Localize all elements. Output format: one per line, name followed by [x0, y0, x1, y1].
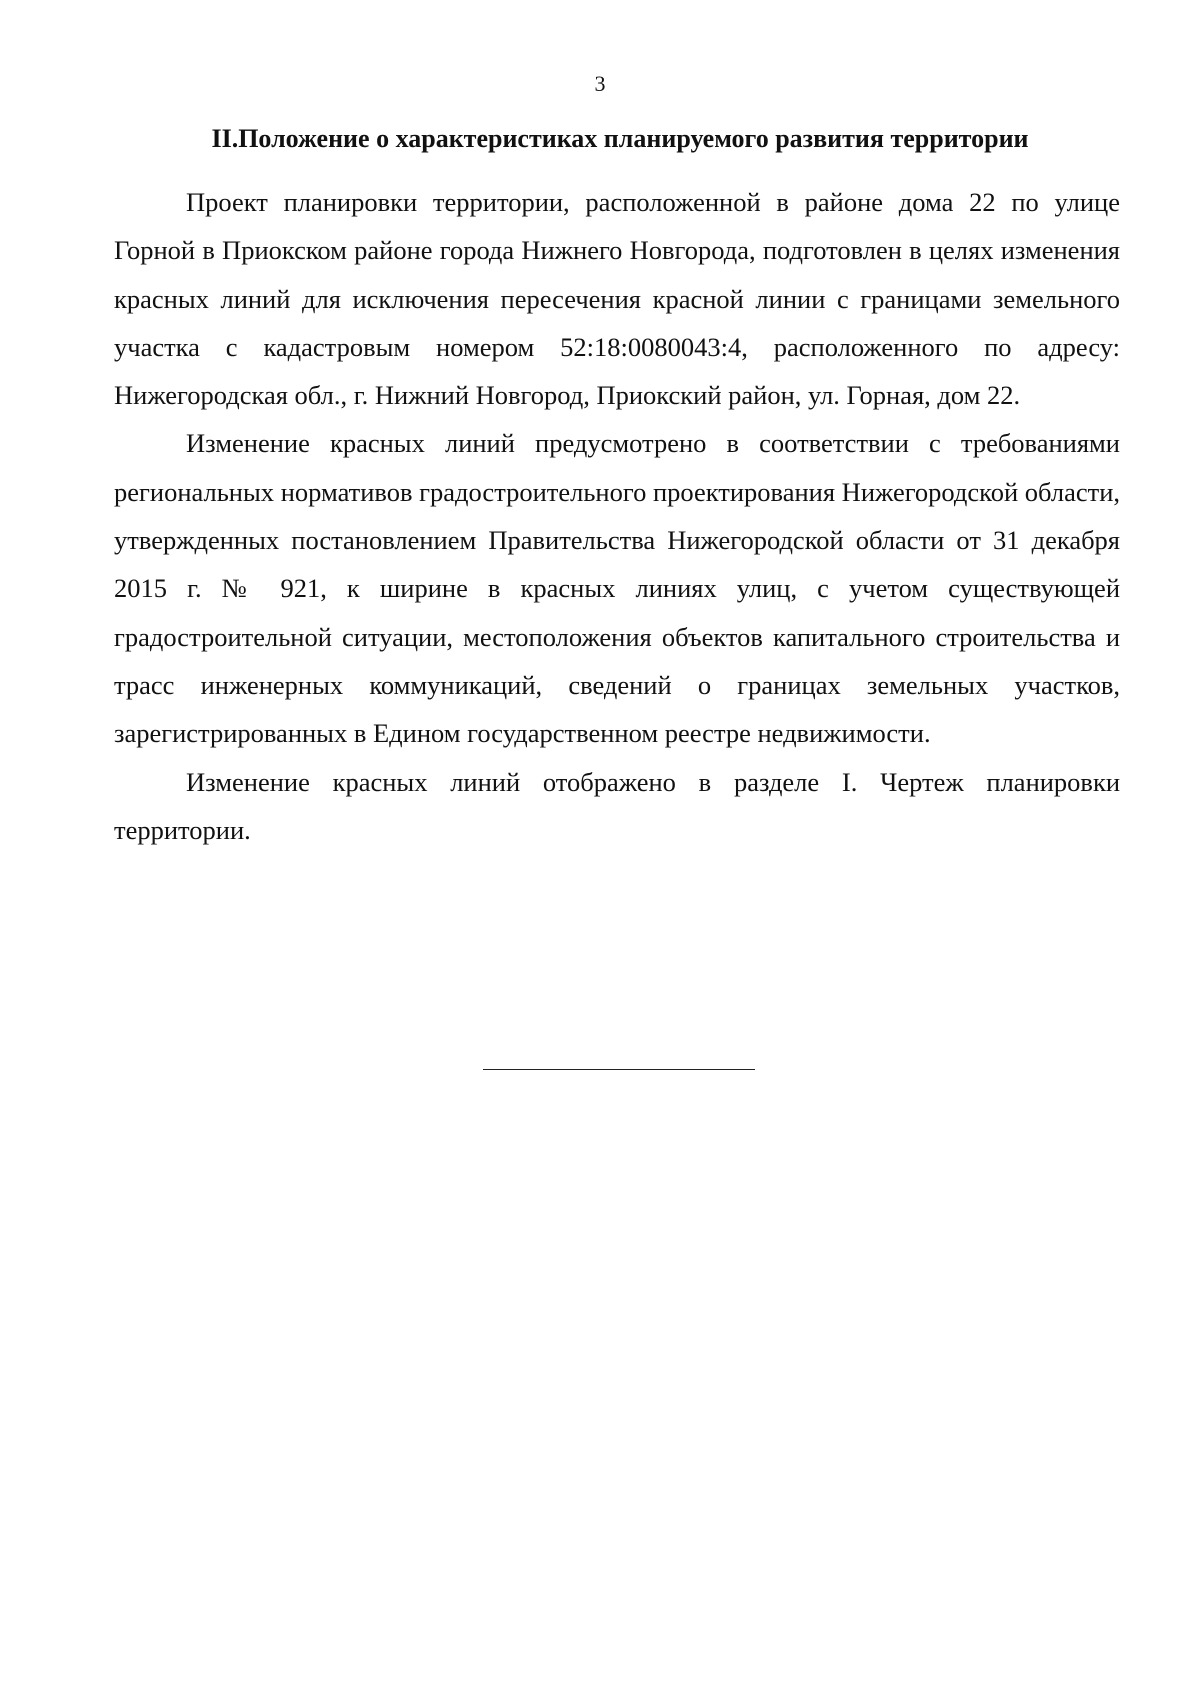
document-body	[114, 178, 1120, 854]
page-number: 3	[594, 71, 606, 96]
paragraph-project-purpose: Проект планировки территории, расположенной в районе дома 22 по улице Горной в Приокском районе города Нижнего Новгорода, подготовлен в целях изменения красных линий для исключения пересечения красной линии с границами земельного участка с кадастровым номером 52:18:0080043:4, расположенного по адресу: Нижегородская обл., г. Нижний Новгород, Приокский район, ул. Горная, дом 22.	[114, 187, 1120, 411]
paragraph-drawing-reference: Изменение красных линий отображено в разделе I. Чертеж планировки территории.	[114, 766, 1120, 845]
section-title: II.Положение о характеристиках планируемого развития территории	[211, 124, 1029, 153]
paragraph-regulatory-basis: Изменение красных линий предусмотрено в соответствии с требованиями региональных нормативов градостроительного проектирования Нижегородской области, утвержденных постановлением Правительства Нижегородской области от 31 декабря 2015 г. № 921, к ширине в красных линиях улиц, с учетом существующей градостроительной ситуации, местоположения объектов капитального строительства и трасс инженерных коммуникаций, сведений о границах земельных участков, зарегистрированных в Едином государственном реестре недвижимости.	[114, 428, 1120, 749]
end-separator-line	[483, 1069, 755, 1070]
